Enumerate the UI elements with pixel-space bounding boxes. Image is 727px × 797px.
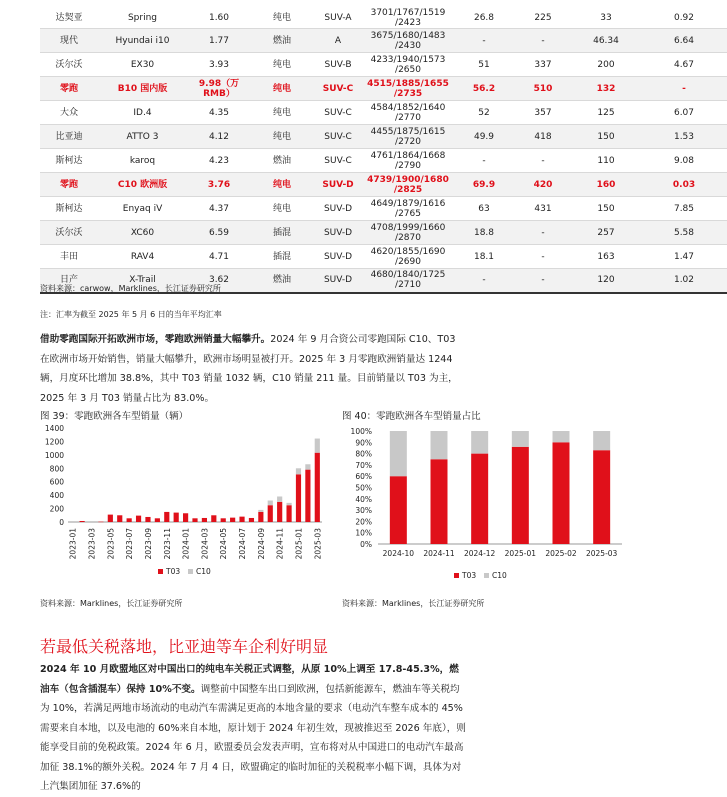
table-cell-c8: 150 bbox=[571, 197, 641, 221]
bar-t03 bbox=[98, 522, 103, 523]
vehicle-comparison-table bbox=[40, 8, 727, 294]
table-cell-brand: 达契亚 bbox=[40, 8, 98, 29]
x-tick-label: 2024-12 bbox=[463, 549, 496, 558]
table-cell-model: B10 国内版 bbox=[98, 77, 187, 101]
table-row bbox=[40, 245, 727, 269]
y-tick-label: 30% bbox=[355, 506, 372, 516]
y-tick-label: 100% bbox=[350, 427, 372, 436]
table-cell-model: XC60 bbox=[98, 221, 187, 245]
bar-t03 bbox=[286, 505, 291, 522]
table-cell-seg: SUV-B bbox=[313, 53, 363, 77]
table-cell-range: 69.9 bbox=[453, 173, 515, 197]
x-tick-label: 2025-01 bbox=[504, 549, 537, 558]
table-cell-dim: 4739/1900/1680 /2825 bbox=[363, 173, 453, 197]
table-cell-model: RAV4 bbox=[98, 245, 187, 269]
table-cell-c9: 6.07 bbox=[641, 101, 727, 125]
bar-t03 bbox=[249, 518, 254, 522]
bar-c10 bbox=[296, 468, 301, 474]
bar-t03 bbox=[553, 442, 570, 544]
table-row bbox=[40, 29, 727, 53]
bar-t03 bbox=[221, 518, 226, 522]
y-tick-label: 800 bbox=[49, 464, 64, 474]
table-cell-c9: 1.02 bbox=[641, 269, 727, 293]
table-cell-model: Enyaq iV bbox=[98, 197, 187, 221]
table-cell-seg: SUV-C bbox=[313, 77, 363, 101]
x-tick-label: 2025-03 bbox=[313, 528, 323, 560]
table-cell-c8: 110 bbox=[571, 149, 641, 173]
bar-c10 bbox=[512, 431, 529, 447]
bar-t03 bbox=[305, 470, 310, 522]
bar-t03 bbox=[593, 450, 610, 544]
x-tick-label: 2023-03 bbox=[87, 528, 97, 560]
table-cell-range: 52 bbox=[453, 101, 515, 125]
y-tick-label: 90% bbox=[355, 438, 372, 448]
y-tick-label: 600 bbox=[49, 477, 64, 487]
x-tick-label: 2023-01 bbox=[68, 528, 78, 560]
table-cell-dim: 4515/1885/1655 /2735 bbox=[363, 77, 453, 101]
y-tick-label: 200 bbox=[49, 504, 64, 514]
table-cell-power: 插混 bbox=[251, 245, 313, 269]
table-cell-seg: SUV-D bbox=[313, 197, 363, 221]
table-cell-power: 纯电 bbox=[251, 125, 313, 149]
bar-c10 bbox=[258, 510, 263, 512]
table-cell-seg: SUV-D bbox=[313, 245, 363, 269]
table-cell-range: - bbox=[453, 29, 515, 53]
bar-t03 bbox=[390, 476, 407, 544]
table-cell-c9: 6.64 bbox=[641, 29, 727, 53]
table-row bbox=[40, 53, 727, 77]
x-tick-label: 2023-09 bbox=[143, 528, 153, 560]
table-cell-price: 4.71 bbox=[187, 245, 251, 269]
table-cell-dim: 3701/1767/1519 /2423 bbox=[363, 8, 453, 29]
table-cell-price: 1.60 bbox=[187, 8, 251, 29]
bar-t03 bbox=[202, 518, 207, 522]
legend-swatch-c10 bbox=[188, 569, 193, 574]
table-cell-brand: 斯柯达 bbox=[40, 149, 98, 173]
table-cell-power: 燃油 bbox=[251, 149, 313, 173]
table-cell-dim: 4649/1879/1616 /2765 bbox=[363, 197, 453, 221]
table-cell-c8: 33 bbox=[571, 8, 641, 29]
table-cell-brand: 沃尔沃 bbox=[40, 221, 98, 245]
table-cell-seg: SUV-D bbox=[313, 269, 363, 293]
paragraph-tariff bbox=[40, 660, 468, 797]
x-tick-label: 2025-02 bbox=[545, 549, 577, 558]
table-cell-c9: 4.67 bbox=[641, 53, 727, 77]
table-cell-model: X-Trail bbox=[98, 269, 187, 293]
table-cell-c8: 125 bbox=[571, 101, 641, 125]
table-cell-brand: 沃尔沃 bbox=[40, 53, 98, 77]
table-cell-power: 燃油 bbox=[251, 29, 313, 53]
table-cell-dim: 4761/1864/1668 /2790 bbox=[363, 149, 453, 173]
x-tick-label: 2024-10 bbox=[382, 549, 415, 558]
table-cell-c7: - bbox=[515, 29, 571, 53]
x-tick-label: 2023-11 bbox=[162, 528, 172, 560]
table-cell-range: 18.1 bbox=[453, 245, 515, 269]
bar-c10 bbox=[431, 431, 448, 459]
table-cell-price: 3.93 bbox=[187, 53, 251, 77]
y-tick-label: 80% bbox=[355, 449, 372, 459]
table-cell-seg: SUV-D bbox=[313, 221, 363, 245]
table-row bbox=[40, 8, 727, 29]
table-cell-c8: 150 bbox=[571, 125, 641, 149]
table-cell-seg: SUV-C bbox=[313, 125, 363, 149]
bar-t03 bbox=[155, 518, 160, 522]
table-row bbox=[40, 101, 727, 125]
bar-t03 bbox=[239, 517, 244, 522]
table-cell-price: 3.76 bbox=[187, 173, 251, 197]
table-cell-dim: 4708/1999/1660 /2870 bbox=[363, 221, 453, 245]
table-cell-range: - bbox=[453, 269, 515, 293]
y-tick-label: 50% bbox=[355, 483, 372, 493]
bar-c10 bbox=[286, 503, 291, 505]
bar-c10 bbox=[593, 431, 610, 450]
table-cell-c8: 257 bbox=[571, 221, 641, 245]
table-cell-c9: 0.03 bbox=[641, 173, 727, 197]
table-cell-brand: 比亚迪 bbox=[40, 125, 98, 149]
table-cell-seg: SUV-D bbox=[313, 173, 363, 197]
bar-t03 bbox=[174, 513, 179, 522]
y-tick-label: 0 bbox=[59, 518, 64, 527]
bar-t03 bbox=[296, 474, 301, 522]
table-source: 资料来源：carwow，Marklines，长江证券研究所 bbox=[40, 284, 221, 293]
bar-t03 bbox=[277, 502, 282, 522]
table-cell-price: 6.59 bbox=[187, 221, 251, 245]
table-cell-seg: SUV-C bbox=[313, 149, 363, 173]
table-cell-c9: 9.08 bbox=[641, 149, 727, 173]
table-cell-dim: 4680/1840/1725 /2710 bbox=[363, 269, 453, 293]
table-cell-power: 纯电 bbox=[251, 173, 313, 197]
table-cell-model: C10 欧洲版 bbox=[98, 173, 187, 197]
bar-t03 bbox=[512, 447, 529, 544]
bar-t03 bbox=[431, 459, 448, 544]
table-cell-model: ATTO 3 bbox=[98, 125, 187, 149]
y-tick-label: 1200 bbox=[44, 437, 64, 447]
bar-t03 bbox=[127, 518, 132, 522]
table-cell-power: 插混 bbox=[251, 221, 313, 245]
legend-label: T03 bbox=[462, 571, 477, 580]
table-cell-dim: 4620/1855/1690 /2690 bbox=[363, 245, 453, 269]
table-cell-range: - bbox=[453, 149, 515, 173]
table-cell-power: 纯电 bbox=[251, 77, 313, 101]
bar-c10 bbox=[553, 431, 570, 442]
table-cell-power: 燃油 bbox=[251, 269, 313, 293]
x-tick-label: 2024-01 bbox=[181, 528, 191, 560]
legend-swatch-t03 bbox=[454, 573, 459, 578]
table-cell-model: Hyundai i10 bbox=[98, 29, 187, 53]
x-tick-label: 2023-07 bbox=[125, 528, 135, 560]
table-cell-price: 9.98（万 RMB） bbox=[187, 77, 251, 101]
x-tick-label: 2023-05 bbox=[106, 528, 116, 560]
bar-c10 bbox=[268, 501, 273, 506]
paragraph-lead: 借助零跑国际开拓欧洲市场，零跑欧洲销量大幅攀升。 bbox=[40, 334, 271, 345]
y-tick-label: 0% bbox=[360, 540, 372, 549]
bar-c10 bbox=[390, 431, 407, 476]
table-row bbox=[40, 197, 727, 221]
y-tick-label: 60% bbox=[355, 472, 372, 482]
table-cell-c7: - bbox=[515, 245, 571, 269]
table-cell-model: karoq bbox=[98, 149, 187, 173]
table-cell-c8: 163 bbox=[571, 245, 641, 269]
table-cell-dim: 4233/1940/1573 /2650 bbox=[363, 53, 453, 77]
bar-t03 bbox=[183, 513, 188, 522]
table-cell-range: 49.9 bbox=[453, 125, 515, 149]
table-cell-price: 4.12 bbox=[187, 125, 251, 149]
y-tick-label: 1000 bbox=[44, 450, 64, 460]
table-cell-c9: - bbox=[641, 77, 727, 101]
x-tick-label: 2024-11 bbox=[423, 549, 455, 558]
table-note: 注：汇率为截至 2025 年 5 月 6 日的当年平均汇率 bbox=[40, 310, 222, 319]
bar-t03 bbox=[164, 512, 169, 522]
section-title: 若最低关税落地，比亚迪等车企利好明显 bbox=[40, 637, 329, 656]
table-cell-c7: 418 bbox=[515, 125, 571, 149]
table-cell-c7: 420 bbox=[515, 173, 571, 197]
paragraph-body: 2024 年 9 月合资公司零跑国际 C10、T03 在欧洲市场开始销售，销量大幅攀升，欧洲市场明显被打开。2025 年 3 月零跑欧洲销量达 1244 辆，月度环比增加 38.8%，其中 T03 销量 1032 辆，C10 销量 211 量。目前销量以 T03 为主，2025 年 3 月 T03 销量占比为 83.0%。 bbox=[40, 334, 458, 404]
table-cell-power: 纯电 bbox=[251, 101, 313, 125]
table-cell-c8: 46.34 bbox=[571, 29, 641, 53]
bar-t03 bbox=[136, 516, 141, 522]
table-row bbox=[40, 149, 727, 173]
bar-c10 bbox=[305, 464, 310, 469]
table-cell-c9: 5.58 bbox=[641, 221, 727, 245]
table-cell-c7: - bbox=[515, 269, 571, 293]
x-tick-label: 2025-01 bbox=[294, 528, 304, 560]
bar-t03 bbox=[258, 512, 263, 522]
table-cell-c9: 1.53 bbox=[641, 125, 727, 149]
x-tick-label: 2024-07 bbox=[238, 528, 248, 560]
table-cell-range: 56.2 bbox=[453, 77, 515, 101]
table-cell-c8: 120 bbox=[571, 269, 641, 293]
legend-swatch-t03 bbox=[158, 569, 163, 574]
table-cell-power: 纯电 bbox=[251, 8, 313, 29]
table-cell-c7: 431 bbox=[515, 197, 571, 221]
table-cell-power: 纯电 bbox=[251, 53, 313, 77]
table-cell-range: 51 bbox=[453, 53, 515, 77]
x-tick-label: 2024-03 bbox=[200, 528, 210, 560]
y-tick-label: 40% bbox=[355, 494, 372, 504]
figure-40-title: 图 40：零跑欧洲各车型销量占比 bbox=[342, 411, 481, 422]
table-cell-brand: 现代 bbox=[40, 29, 98, 53]
legend-label: T03 bbox=[166, 567, 181, 576]
table-row bbox=[40, 125, 727, 149]
table-cell-brand: 日产 bbox=[40, 269, 98, 293]
table-cell-price: 4.37 bbox=[187, 197, 251, 221]
table-row bbox=[40, 77, 727, 101]
y-tick-label: 10% bbox=[355, 528, 372, 538]
bar-t03 bbox=[268, 505, 273, 522]
table-cell-brand: 大众 bbox=[40, 101, 98, 125]
table-cell-c7: 357 bbox=[515, 101, 571, 125]
chart-sales-by-model bbox=[40, 422, 340, 592]
bar-t03 bbox=[108, 515, 113, 522]
x-tick-label: 2025-03 bbox=[585, 549, 618, 558]
table-cell-c8: 200 bbox=[571, 53, 641, 77]
x-tick-label: 2024-09 bbox=[256, 528, 266, 560]
bar-t03 bbox=[471, 454, 488, 544]
bar-c10 bbox=[277, 496, 282, 501]
table-cell-c7: 225 bbox=[515, 8, 571, 29]
legend-swatch-c10 bbox=[484, 573, 489, 578]
table-cell-model: ID.4 bbox=[98, 101, 187, 125]
y-tick-label: 70% bbox=[355, 460, 372, 470]
bar-t03 bbox=[211, 515, 216, 522]
table-cell-seg: SUV-C bbox=[313, 101, 363, 125]
table-cell-c8: 132 bbox=[571, 77, 641, 101]
figure-39-source: 资料来源：Marklines，长江证券研究所 bbox=[40, 599, 183, 608]
table-cell-price: 1.77 bbox=[187, 29, 251, 53]
bar-t03 bbox=[117, 515, 122, 522]
legend-label: C10 bbox=[196, 567, 211, 576]
table-cell-price: 4.35 bbox=[187, 101, 251, 125]
paragraph-tariff-body: 调整前中国整车出口到欧洲，包括新能源车，燃油车等关税均为 10%，若满足两地市场流动的电动汽车需满足更高的本地含量的要求（电动汽车整车成本的 45%需要来自本地，以及电池的 60%来自本地，原计划于 2024 年初生效，现被推迟至 2026 年底），则能享受目前的免税政策。2024 年 6 月，欧盟委员会发表声明，宣布将对从中国进口的电动汽车最高加征 38.1%的额外关税。2024 年 7 月 4 日，欧盟确定的临时加征的关税税率小幅下调，具体为对上汽集团加征 37.6%的 bbox=[40, 683, 466, 792]
paragraph-europe-sales bbox=[40, 330, 468, 408]
table-cell-range: 63 bbox=[453, 197, 515, 221]
table-cell-range: 26.8 bbox=[453, 8, 515, 29]
bar-t03 bbox=[145, 517, 150, 522]
table-row bbox=[40, 173, 727, 197]
table-cell-dim: 3675/1680/1483 /2430 bbox=[363, 29, 453, 53]
table-cell-brand: 零跑 bbox=[40, 77, 98, 101]
y-tick-label: 20% bbox=[355, 517, 372, 527]
table-cell-c7: - bbox=[515, 149, 571, 173]
table-cell-c9: 0.92 bbox=[641, 8, 727, 29]
figure-40-source: 资料来源：Marklines，长江证券研究所 bbox=[342, 599, 485, 608]
table-cell-c7: 510 bbox=[515, 77, 571, 101]
table-cell-price: 3.62 bbox=[187, 269, 251, 293]
figure-39-title: 图 39：零跑欧洲各车型销量（辆） bbox=[40, 411, 189, 422]
table-cell-model: Spring bbox=[98, 8, 187, 29]
legend-label: C10 bbox=[492, 571, 507, 580]
bar-t03 bbox=[315, 453, 320, 522]
table-cell-dim: 4584/1852/1640 /2770 bbox=[363, 101, 453, 125]
table-cell-brand: 丰田 bbox=[40, 245, 98, 269]
table-cell-model: EX30 bbox=[98, 53, 187, 77]
table-cell-dim: 4455/1875/1615 /2720 bbox=[363, 125, 453, 149]
bar-c10 bbox=[315, 439, 320, 453]
table-cell-seg: A bbox=[313, 29, 363, 53]
chart-share-by-model bbox=[342, 422, 632, 592]
table-row bbox=[40, 221, 727, 245]
paragraph-tariff-lead: 2024 年 10 月欧盟地区对中国出口的纯电车关税正式调整，从原 10%上调至 17.8-45.3%，燃油车（包含插混车）保持 10%不变。 bbox=[40, 664, 459, 695]
table-cell-range: 18.8 bbox=[453, 221, 515, 245]
table-cell-c9: 1.47 bbox=[641, 245, 727, 269]
table-cell-c8: 160 bbox=[571, 173, 641, 197]
table-cell-seg: SUV-A bbox=[313, 8, 363, 29]
table-cell-brand: 斯柯达 bbox=[40, 197, 98, 221]
bar-c10 bbox=[471, 431, 488, 454]
x-tick-label: 2024-05 bbox=[219, 528, 229, 560]
bar-t03 bbox=[80, 521, 85, 522]
table-cell-c7: - bbox=[515, 221, 571, 245]
table-cell-c9: 7.85 bbox=[641, 197, 727, 221]
y-tick-label: 400 bbox=[49, 491, 64, 501]
table-cell-c7: 337 bbox=[515, 53, 571, 77]
bar-t03 bbox=[192, 518, 197, 522]
table-cell-power: 纯电 bbox=[251, 197, 313, 221]
table-cell-price: 4.23 bbox=[187, 149, 251, 173]
bar-t03 bbox=[230, 518, 235, 522]
y-tick-label: 1400 bbox=[44, 424, 64, 433]
x-tick-label: 2024-11 bbox=[275, 528, 285, 560]
table-cell-brand: 零跑 bbox=[40, 173, 98, 197]
